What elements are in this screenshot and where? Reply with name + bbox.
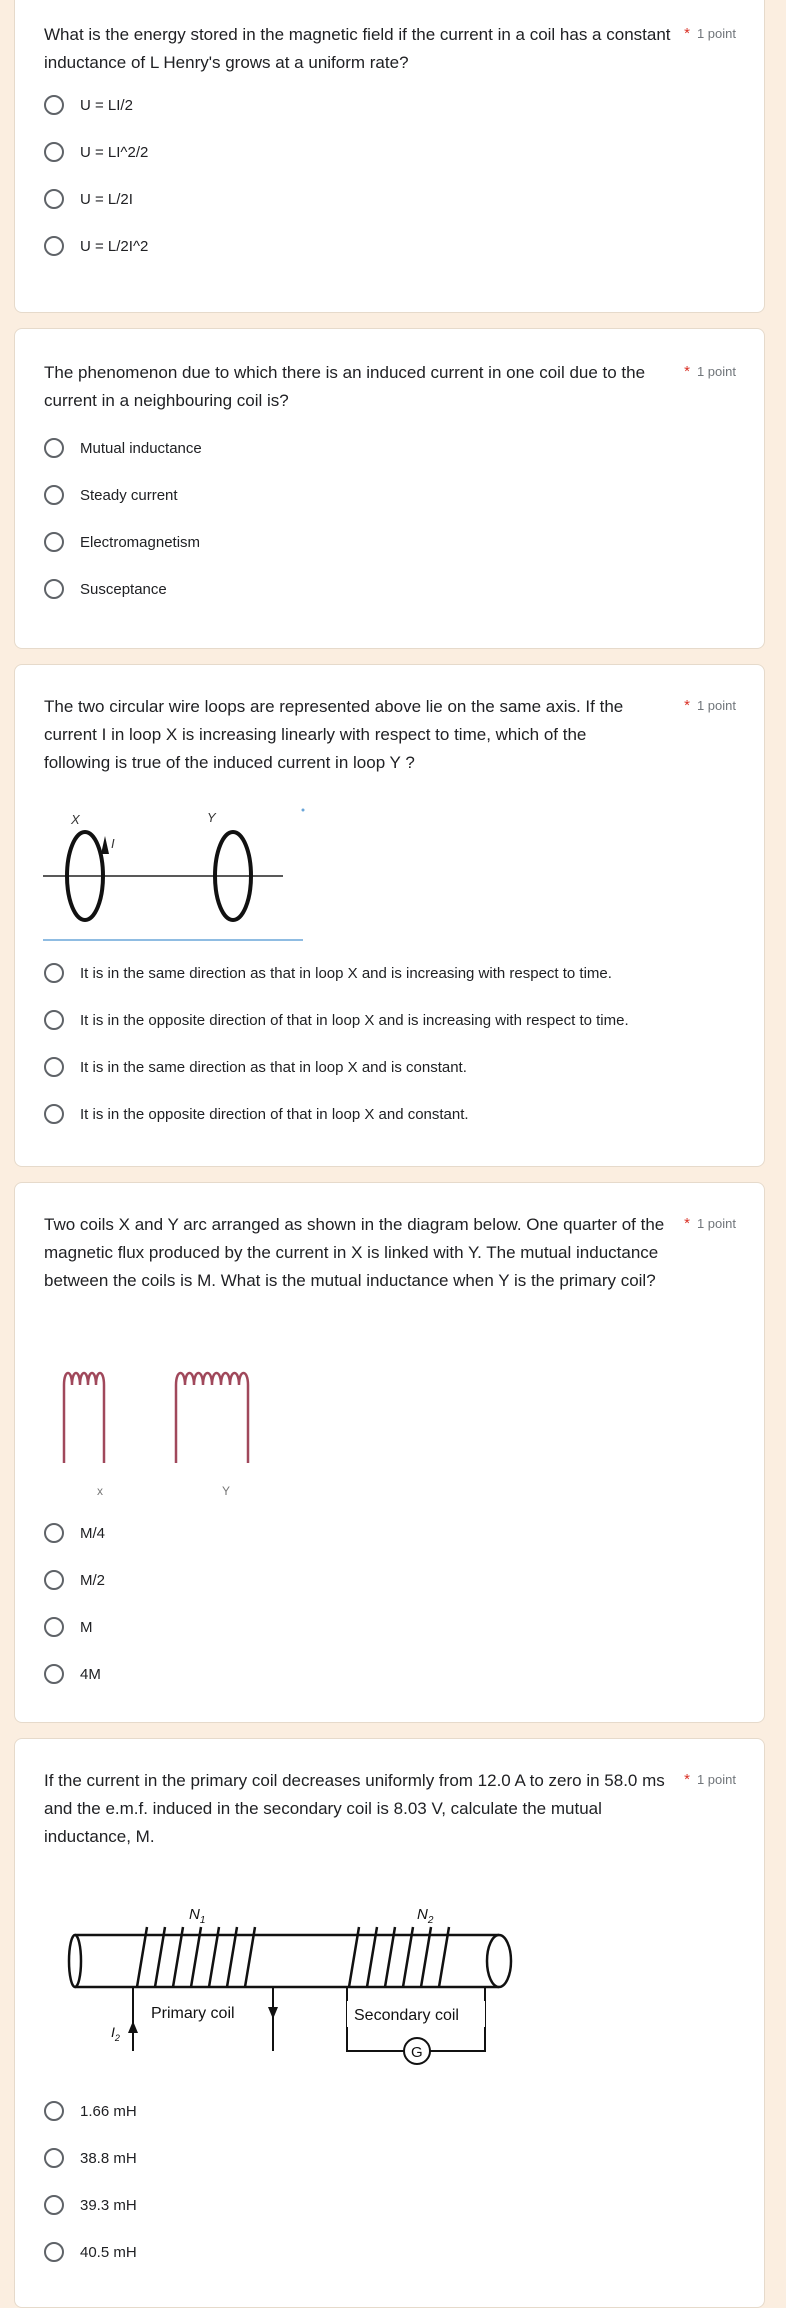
required-asterisk: * (684, 1215, 690, 1232)
radio-circle-icon[interactable] (44, 1570, 64, 1590)
loops-figure (43, 806, 319, 951)
points-label: 1 point (696, 26, 736, 41)
points-label: 1 point (696, 364, 736, 379)
radio-circle-icon[interactable] (44, 189, 64, 209)
option-radio[interactable] (44, 2146, 137, 2170)
question-card-2 (14, 328, 765, 649)
option-radio[interactable] (44, 93, 133, 117)
galvanometer-label: G (411, 2044, 423, 2061)
option-radio[interactable] (44, 1662, 101, 1686)
option-label: Electromagnetism (80, 533, 201, 551)
question-title: What is the energy stored in the magnetic field if the current in a coil has a constant inductance of L Henry's grows at a uniform rate? (44, 25, 671, 72)
question-title: Two coils X and Y arc arranged as shown in the diagram below. One quarter of the magnetic flux produced by the current in X is linked with Y. The mutual inductance between the coils is M. What is the mutual inductance when Y is the primary coil? (44, 1215, 665, 1290)
radio-circle-icon[interactable] (44, 2242, 64, 2262)
current-label: I (111, 836, 115, 851)
coils-xy-figure (59, 1363, 299, 1508)
option-label: M/4 (80, 1524, 106, 1542)
coil-x (64, 1373, 104, 1385)
option-label: Mutual inductance (80, 439, 202, 457)
option-label: Steady current (80, 486, 178, 504)
option-radio[interactable] (44, 483, 178, 507)
loop-x-label: X (71, 812, 80, 827)
option-radio[interactable] (44, 2240, 137, 2264)
option-label: U = L/2I (80, 190, 133, 208)
option-label: Susceptance (80, 580, 167, 598)
option-radio[interactable] (44, 2193, 137, 2217)
question-card-5 (14, 1738, 765, 2308)
required-asterisk: * (684, 1771, 690, 1788)
radio-circle-icon[interactable] (44, 1664, 64, 1684)
option-radio[interactable] (44, 961, 612, 985)
option-label: U = LI/2 (80, 96, 133, 114)
points-label: 1 point (696, 1216, 736, 1231)
figure-marker-dot (302, 809, 305, 812)
option-label: M (80, 1618, 93, 1636)
current-arrow-icon (101, 836, 109, 854)
option-label: It is in the opposite direction of that in loop X and constant. (80, 1105, 469, 1123)
radio-circle-icon[interactable] (44, 236, 64, 256)
coil-y-label: Y (222, 1484, 231, 1498)
question-title: The phenomenon due to which there is an induced current in one coil due to the current in a neighbouring coil is? (44, 363, 646, 410)
option-label: 4M (80, 1665, 101, 1683)
option-radio[interactable] (44, 530, 200, 554)
option-radio[interactable] (44, 1055, 467, 1079)
transformer-diagram (65, 1901, 545, 2076)
loops-diagram (43, 806, 319, 946)
option-radio[interactable] (44, 1568, 105, 1592)
required-asterisk: * (684, 363, 690, 380)
option-label: 1.66 mH (80, 2102, 137, 2120)
loop-y-label: Y (207, 810, 216, 825)
radio-circle-icon[interactable] (44, 438, 64, 458)
radio-circle-icon[interactable] (44, 1617, 64, 1637)
option-label: 39.3 mH (80, 2196, 137, 2214)
option-radio[interactable] (44, 1102, 469, 1126)
option-label: U = L/2I^2 (80, 237, 149, 255)
option-radio[interactable] (44, 234, 148, 258)
secondary-coil-label: Secondary coil (354, 2007, 459, 2024)
question-card-3 (14, 664, 765, 1167)
radio-circle-icon[interactable] (44, 2195, 64, 2215)
transformer-figure (65, 1901, 545, 2081)
radio-circle-icon[interactable] (44, 1057, 64, 1077)
primary-down-arrow-icon (268, 2007, 278, 2019)
n2-label: $N_2$ (417, 1906, 434, 1926)
radio-circle-icon[interactable] (44, 532, 64, 552)
radio-circle-icon[interactable] (44, 1010, 64, 1030)
option-radio[interactable] (44, 1008, 629, 1032)
n1-label: $N_1$ (189, 1906, 206, 1926)
radio-circle-icon[interactable] (44, 142, 64, 162)
radio-circle-icon[interactable] (44, 1104, 64, 1124)
option-label: 40.5 mH (80, 2243, 137, 2261)
option-radio[interactable] (44, 140, 148, 164)
option-label: U = LI^2/2 (80, 143, 149, 161)
radio-circle-icon[interactable] (44, 963, 64, 983)
radio-circle-icon[interactable] (44, 579, 64, 599)
question-card-1 (14, 0, 765, 313)
option-radio[interactable] (44, 1521, 105, 1545)
option-radio[interactable] (44, 436, 202, 460)
required-asterisk: * (684, 697, 690, 714)
points-label: 1 point (696, 698, 736, 713)
required-asterisk: * (684, 25, 690, 42)
option-radio[interactable] (44, 2099, 137, 2123)
radio-circle-icon[interactable] (44, 485, 64, 505)
i2-label: $I_2$ (111, 2024, 120, 2043)
radio-circle-icon[interactable] (44, 1523, 64, 1543)
coil-y (176, 1373, 248, 1385)
option-radio[interactable] (44, 1615, 93, 1639)
option-label: It is in the opposite direction of that in loop X and is increasing with respect to time. (80, 1011, 629, 1029)
option-label: 38.8 mH (80, 2149, 137, 2167)
coils-xy-diagram (59, 1363, 299, 1503)
question-card-4 (14, 1182, 765, 1723)
question-title: The two circular wire loops are represented above lie on the same axis. If the current I in loop X is increasing linearly with respect to time, which of the following is true of the induced current in loop Y ? (44, 697, 624, 772)
option-label: It is in the same direction as that in loop X and is constant. (80, 1058, 467, 1076)
points-label: 1 point (696, 1772, 736, 1787)
primary-coil-label: Primary coil (151, 2005, 235, 2022)
radio-circle-icon[interactable] (44, 2101, 64, 2121)
radio-circle-icon[interactable] (44, 95, 64, 115)
radio-circle-icon[interactable] (44, 2148, 64, 2168)
option-label: M/2 (80, 1571, 106, 1589)
question-title: If the current in the primary coil decreases uniformly from 12.0 A to zero in 58.0 ms and the e.m.f. induced in the secondary coil is 8.03 V, calculate the mutual inductance, M. (44, 1771, 665, 1846)
primary-current-arrow-icon (128, 2021, 138, 2033)
option-label: It is in the same direction as that in loop X and is increasing with respect to time. (80, 964, 612, 982)
option-radio[interactable] (44, 187, 133, 211)
coil-x-label: x (97, 1484, 103, 1498)
option-radio[interactable] (44, 577, 167, 601)
